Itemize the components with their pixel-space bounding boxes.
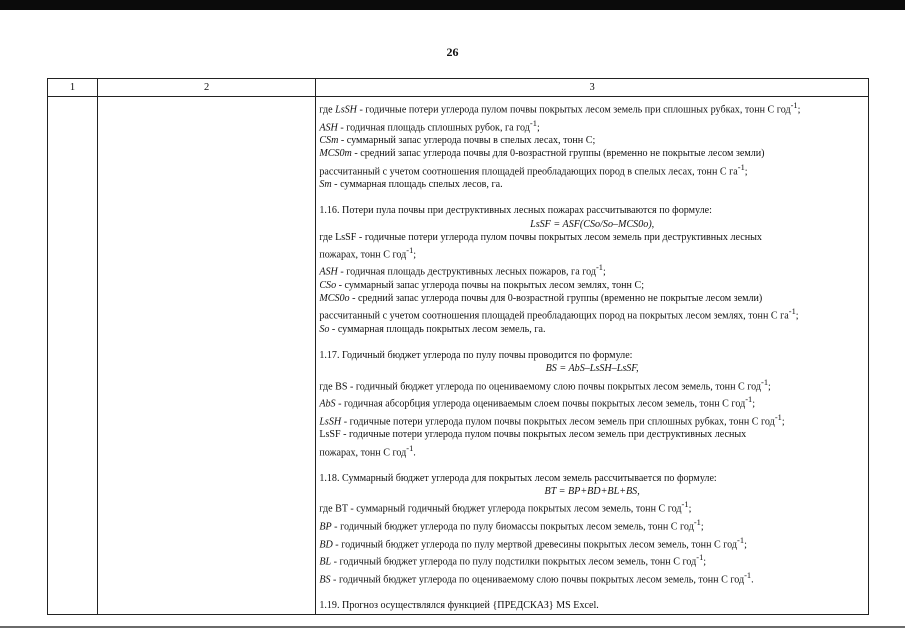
definition-line: где LsSF - годичные потери углерода пулом почвы покрытых лесом земель при деструктивных лесных [319, 231, 762, 243]
page-number: 26 [446, 45, 459, 59]
definition-line: AbS - годичная абсорбция углерода оцениваемым слоем почвы покрытых лесом земель, тонн С год$^{-1}$; [319, 395, 756, 410]
top-border-bar [0, 0, 905, 10]
bottom-border-line [0, 626, 905, 628]
definition-line: BS - годичный бюджет углерода по оцениваемому слою почвы покрытых лесом земель, тонн С год$^{-1}$. [319, 570, 754, 586]
definition-line: пожарах, тонн С год$^{-1}$; [319, 245, 417, 261]
definitions-1-17 [319, 376, 865, 459]
formula-1-16: LsSF = ASF(CSo/So–MCS0o), [530, 218, 655, 230]
definition-line: BD - годичный бюджет углерода по пулу мертвой древесины покрытых лесом земель, тонн С год$^{-1}$; [319, 535, 747, 550]
formula-1-18: BT = BP+BD+BL+BS, [544, 486, 640, 498]
definition-line: BP - годичный бюджет углерода по пулу биомассы покрытых лесом земель, тонн С год$^{-1}$; [319, 518, 704, 533]
definition-line: ASH - годичная площадь деструктивных лесных пожаров, га год$^{-1}$; [319, 263, 606, 278]
column-header-2: 2 [98, 79, 316, 97]
definition-line: CSo - суммарный запас углерода почвы на покрытых лесом землях, тонн С; [319, 280, 645, 292]
definition-line: LsSF - годичные потери углерода пулом почвы покрытых лесом земель при деструктивных лесных [319, 429, 747, 441]
definitions-block-1 [319, 117, 865, 192]
section-1-17-title: 1.17. Годичный бюджет углерода по пулу почвы проводится по формуле: [319, 350, 633, 362]
formula-1-17: BS = AbS–LsSH–LsSF, [545, 363, 639, 375]
definition-line: CSm - суммарный запас углерода почвы в спелых лесах, тонн С; [319, 135, 596, 147]
column-header-3: 3 [316, 79, 869, 97]
cell-column-2 [98, 97, 316, 615]
cell-column-3 [316, 97, 869, 615]
section-1-18-title: 1.18. Суммарный бюджет углерода для покрытых лесом земель рассчитывается по формуле: [319, 473, 717, 485]
definition-line: рассчитанный с учетом соотношения площадей преобладающих пород на покрытых лесом землях, тонн С $га^{-1}$; [319, 307, 799, 322]
definition-line: MCS0m - средний запас углерода почвы для 0-возрастной группы (временно не покрытые лесом земли) [319, 148, 765, 160]
definition-line: MCS0o - средний запас углерода почвы для 0-возрастной группы (временно не покрытые лесом земли) [319, 293, 763, 305]
section-1-19-text: 1.19. Прогноз осуществлялся функцией {ПРЕДСКАЗ} MS Excel. [319, 600, 599, 612]
definition-line: где BS - годичный бюджет углерода по оцениваемому слою почвы покрытых лесом земель, тонн С год$^{-1}$; [319, 377, 771, 392]
definition-line: ASH - годичная площадь сплошных рубок, га год$^{-1}$; [319, 118, 540, 133]
column-header-1: 1 [48, 79, 98, 97]
section-1-16-title: 1.16. Потери пула почвы при деструктивных лесных пожарах рассчитываются по формуле: [319, 205, 712, 217]
definition-line: BL - годичный бюджет углерода по пулу подстилки покрытых лесом земель, тонн С год$^{-1}$; [319, 553, 707, 568]
definition-line: So - суммарная площадь покрытых лесом земель, га. [319, 324, 546, 335]
definition-line: где BT - суммарный годичный бюджет углерода покрытых лесом земель, тонн С год$^{-1}$; [319, 500, 692, 515]
definitions-1-16 [319, 231, 865, 337]
definition-line: пожарах, тонн С год$^{-1}$. [319, 443, 416, 458]
definition-line: рассчитанный с учетом соотношения площадей преобладающих пород в спелых лесах, тонн С $га^{-1}$; [319, 162, 748, 177]
cell-column-1 [48, 97, 98, 615]
definition-line: Sm - суммарная площадь спелых лесов, га. [319, 179, 503, 191]
definition-line: где LsSH - годичные потери углерода пулом почвы покрытых лесом земель при сплошных рубках, тонн С год$^{-1}$; [319, 101, 801, 116]
table-row [48, 97, 869, 615]
document-table [47, 78, 869, 615]
definition-line: LsSH - годичные потери углерода пулом почвы покрытых лесом земель при сплошных рубках, тонн С год$^{-1}$; [319, 412, 785, 428]
table-header-row [48, 79, 869, 97]
definitions-1-18 [319, 498, 865, 586]
column-3-text [316, 97, 868, 614]
